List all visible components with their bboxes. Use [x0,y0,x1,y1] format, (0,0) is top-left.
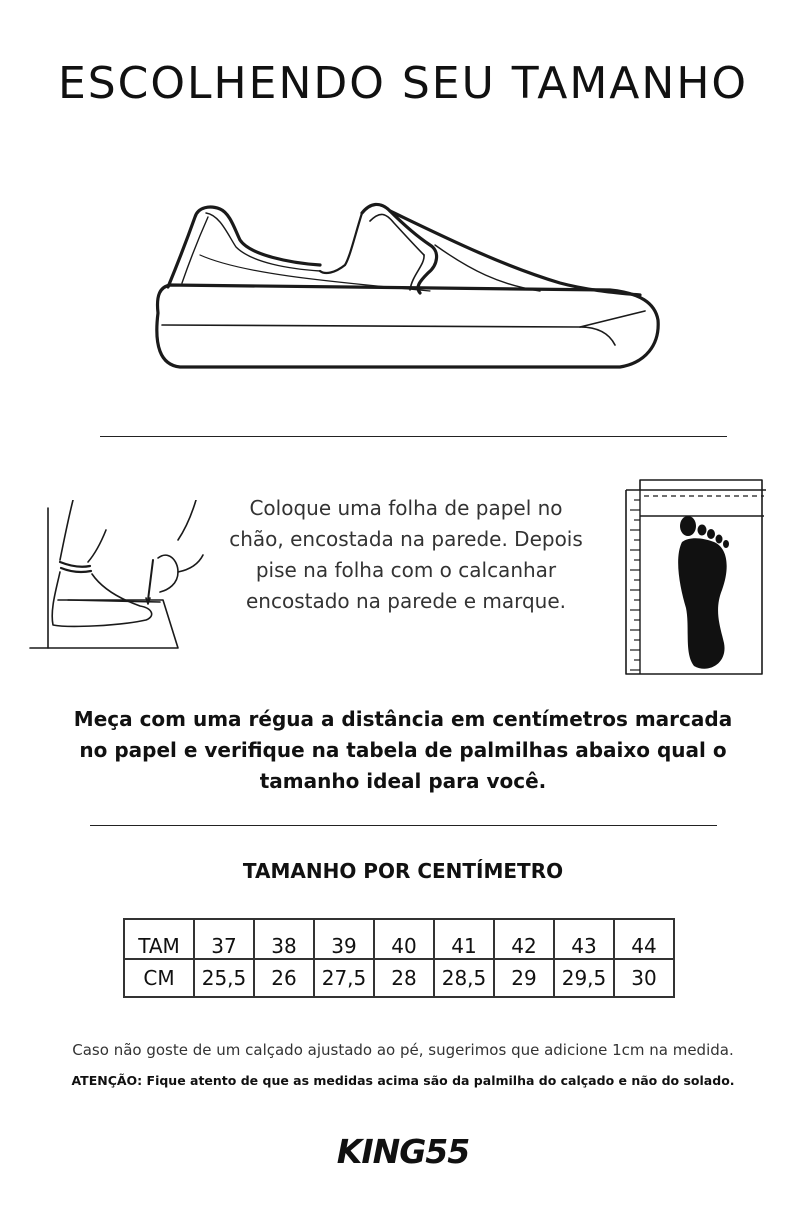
brand-logo: KING55 [336,1132,470,1171]
size-cell: 42 [494,919,554,959]
measure-instructions: Meça com uma régua a distância em centímetros marcada no papel e verifique na tabela de palmilhas abaixo qual o tamanho ideal para você. [73,707,733,793]
cm-cell: 29 [494,959,554,997]
cm-cell: 26 [254,959,314,997]
page-title: ESCOLHENDO SEU TAMANHO [57,58,749,109]
size-cell: 41 [434,919,494,959]
size-cell: 38 [254,919,314,959]
cm-row [124,959,674,997]
divider [90,825,717,826]
warning-note: ATENÇÃO: Fique atento de que as medidas acima são da palmilha do calçado e não do solado. [71,1073,735,1088]
row-label-size: TAM [124,919,194,959]
size-cell: 40 [374,919,434,959]
instructions-text: Coloque uma folha de papel no chão, encostada na parede. Depois pise na folha com o calcanhar encostado na parede e marque. [229,496,583,613]
row-label-cm: CM [124,959,194,997]
foot-on-paper-icon [28,500,208,660]
size-table [123,918,675,998]
cm-cell: 30 [614,959,674,997]
size-cell: 44 [614,919,674,959]
cm-cell: 25,5 [194,959,254,997]
cm-cell: 29,5 [554,959,614,997]
suggestion-note: Caso não goste de um calçado ajustado ao pé, sugerimos que adicione 1cm na medida. [72,1041,734,1059]
size-cell: 43 [554,919,614,959]
size-row [124,919,674,959]
cm-cell: 27,5 [314,959,374,997]
footprint-ruler-icon [618,478,770,676]
slip-on-shoe-icon [140,195,670,380]
divider [100,436,727,437]
size-cell: 37 [194,919,254,959]
size-cell: 39 [314,919,374,959]
size-table-title: TAMANHO POR CENTÍMETRO [242,859,564,883]
cm-cell: 28,5 [434,959,494,997]
cm-cell: 28 [374,959,434,997]
